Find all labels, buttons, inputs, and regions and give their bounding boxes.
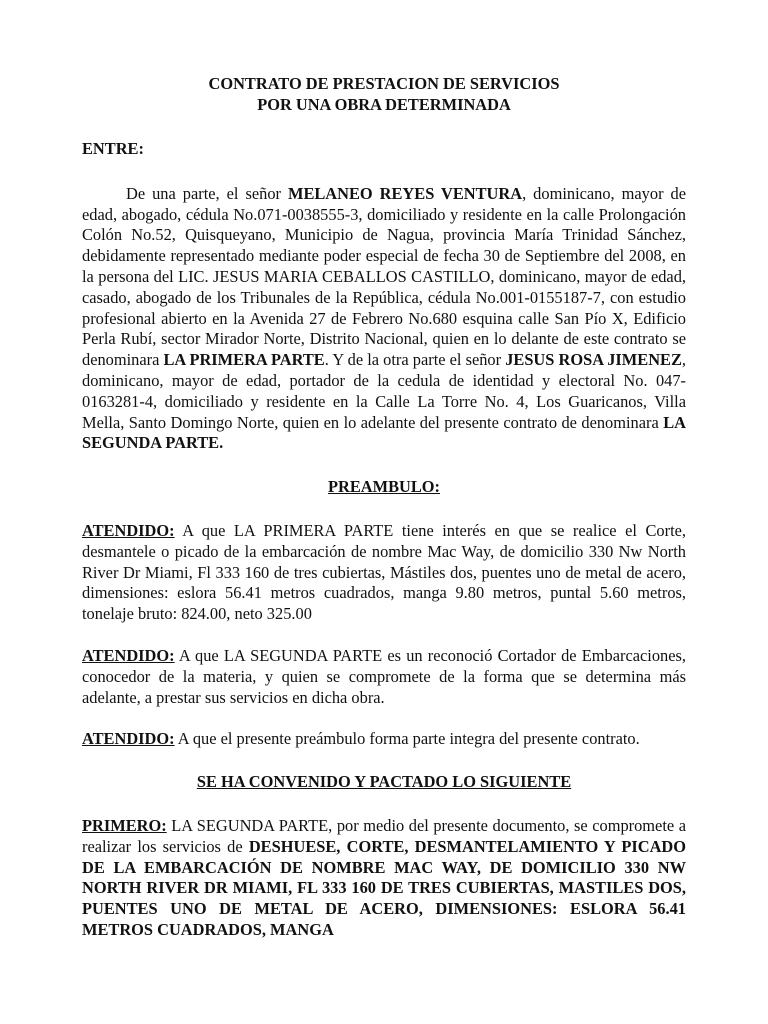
parties-text-3: . Y de la otra parte el señor — [324, 350, 506, 370]
party-one-role: LA PRIMERA PARTE — [163, 350, 325, 370]
primero-paragraph — [82, 816, 686, 941]
document-page — [82, 73, 686, 941]
primero-text-a: LA SEGUNDA PARTE — [166, 815, 329, 835]
atendido-label: ATENDIDO: — [82, 729, 175, 749]
preambulo-heading: PREAMBULO: — [328, 477, 440, 497]
primero-text-b: , por medio del presente documento, se compromete a realizar los servicios de — [82, 815, 686, 856]
entre-label: ENTRE: — [82, 139, 144, 158]
parties-text-4: , dominicano, mayor de edad, portador de la cedula de identidad y electoral No. 047-0163281-4, domiciliado y residente en la Calle La Torre No. 4, Los Guaricanos, Villa Mella, Santo Domingo Norte, quien en lo adelante del presente contrato de denominara — [82, 350, 687, 432]
party-one-name: MELANEO REYES VENTURA — [287, 183, 523, 203]
convenido-heading: SE HA CONVENIDO Y PACTADO LO SIGUIENTE — [196, 772, 572, 792]
atendido-label: ATENDIDO: — [82, 520, 175, 540]
primero-label: PRIMERO: — [82, 815, 167, 835]
atendido-paragraph-3 — [82, 729, 686, 750]
atendido-text: A que LA PRIMERA PARTE tiene interés en que se realice el Corte, desmantele o picado de la embarcación de nombre Mac Way, de domicilio 330 Nw North River Dr Miami, Fl 333 160 de tres cubiertas, Mástiles dos, puentes uno de metal de acero, dimensiones: eslora 56.41 metros cuadrados, manga 9.80 metros, puntal 5.60 metros, tonelaje bruto: 824.00, neto 325.00 — [82, 520, 686, 624]
title-line-1: CONTRATO DE PRESTACION DE SERVICIOS — [208, 74, 560, 93]
title-line-2: POR UNA OBRA DETERMINADA — [257, 95, 511, 114]
atendido-paragraph-1 — [82, 521, 686, 625]
atendido-label: ATENDIDO: — [82, 645, 175, 665]
primero-services-bold: DESHUESE, CORTE, DESMANTELAMIENTO Y PICADO DE LA EMBARCACIÓN DE NOMBRE MAC WAY, DE DOMICILIO 330 NW NORTH RIVER DR MIAMI, FL 333 160 DE TRES CUBIERTAS, MASTILES DOS, PUENTES UNO DE METAL DE ACERO, DIMENSIONES: ESLORA 56.41 METROS CUADRADOS, MANGA — [82, 836, 686, 939]
parties-text-2: , dominicano, mayor de edad, abogado, cédula No.071-0038555-3, domiciliado y residente en la calle Prolongación Colón No.52, Quisqueyano, Municipio de Nagua, provincia María Trinidad Sánchez, debidamente representado mediante poder especial de fecha 30 de Septiembre del 2008, en la persona del LIC. JESUS MARIA CEBALLOS CASTILLO, dominicano, mayor de edad, casado, abogado de los Tribunales de la República, cédula No.001-0155187-7, con estudio profesional abierto en la Avenida 27 de Febrero No.680 esquina calle San Pío X, Edificio Perla Rubí, sector Mirador Norte, Distrito Nacional, quien en lo delante de este contrato se denominara — [82, 183, 687, 370]
parties-text-1: De una parte, el señor — [126, 183, 288, 203]
atendido-text: A que LA SEGUNDA PARTE es un reconoció Cortador de Embarcaciones, conocedor de la materia, y quien se compromete de la forma que se determina más adelante, a prestar sus servicios en dicha obra. — [82, 645, 686, 707]
parties-paragraph — [82, 184, 686, 454]
atendido-text: A que el presente preámbulo forma parte integra del presente contrato. — [174, 729, 640, 749]
party-two-name: JESUS ROSA JIMENEZ — [505, 350, 682, 370]
party-two-role: LA SEGUNDA PARTE. — [82, 412, 686, 453]
atendido-paragraph-2 — [82, 646, 686, 708]
